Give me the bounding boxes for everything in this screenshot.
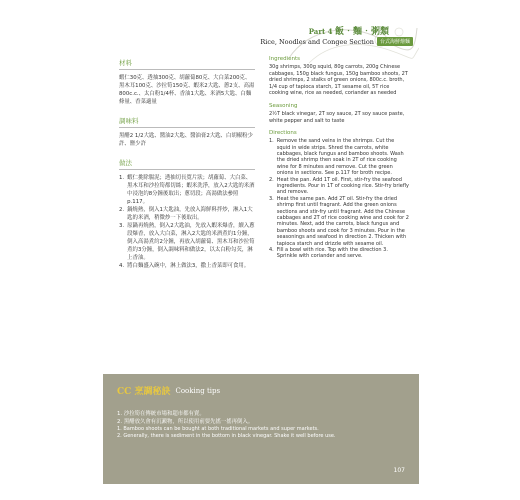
list-item <box>269 196 409 247</box>
step-text: Heat the pan. Add 1T oil. First, stir-fry the seafood ingredients. Pour in 1T of cooking rice. Stir-fry briefly and remove. <box>276 176 409 196</box>
step-text: Remove the sand veins in the shrimps. Cut the squid in wide strips. Shred the carrots, white cabbages, black fungus and bamboo shoots. Wash the dried shrimp then soak in 2T of rice cooking wine for 8 minutes and remove. Cut the green onions in sections. See p.117 for broth recipe. <box>276 138 404 177</box>
tip-en-2: 2. Generally, there is sediment in the bottom in black vinegar. Shake it well before use. <box>117 433 336 439</box>
page-number: 107 <box>393 467 405 474</box>
step-number: 4. <box>269 247 274 254</box>
recipe-name-badge: 台式海鮮燴麵 <box>377 37 413 46</box>
section-title-en: Rice, Noodles and Congee Section <box>260 37 374 46</box>
seasoning-heading-zh: 調味料 <box>119 116 255 128</box>
step-number: 3. <box>269 195 274 202</box>
step-text: 將白麵盛入碗中，淋上做法3，撒上香菜即可食用。 <box>127 263 250 269</box>
directions-heading-en: Directions <box>269 130 297 137</box>
step-text: 蝦仁挑除腸泥；透抽切長寬片狀；胡蘿蔔、大白菜、黑木耳和沙拉筍都切絲；蝦米洗淨，放入2大匙的米酒中浸泡約8分鐘後取出；蔥切段；高湯做法參照p.117。 <box>127 175 255 205</box>
ingredients-text-zh: 蝦仁30克、透抽300克、胡蘿蔔80克、大白菜200克、黑木耳100克、沙拉筍150克、蝦米2大匙、蔥2支、高湯800c.c.、太白粉1/4杯、香油1大匙、米酒5大匙、白麵條量、香菜適量 <box>119 75 255 105</box>
part-number: Part 4 <box>308 27 333 36</box>
seasoning-text-en: 2½T black vinegar, 2T soy sauce, 2T soy sauce paste, white pepper and salt to taste <box>269 110 405 124</box>
list-item <box>119 174 255 206</box>
tip-zh-2: 2. 黑醋放久會有沉澱物，所以使用前要先搖一搖再倒入。 <box>117 419 254 425</box>
chinese-column <box>119 58 255 270</box>
step-number: 1. <box>269 138 274 145</box>
step-number: 2. <box>119 207 125 213</box>
step-number: 4. <box>119 263 125 269</box>
step-text: Fill a bowl with rice. Top with the direction 3. Sprinkle with coriander and serve. <box>276 247 388 260</box>
list-item <box>269 177 409 196</box>
list-item <box>119 206 255 222</box>
section-subtitle <box>260 37 413 46</box>
seasoning-text-zh: 黑醋2 1/2大匙、醬油2大匙、醬油膏2大匙、白胡椒粉少許、鹽少許 <box>119 133 253 147</box>
step-number: 1. <box>119 175 125 181</box>
cooking-tips-panel <box>103 374 419 484</box>
directions-list-en <box>269 138 409 260</box>
tip-zh-1: 1. 沙拉筍在傳統市場和超市都有賣。 <box>117 411 205 417</box>
ingredients-text-en: 30g shrimps, 300g squid, 80g carrots, 200g Chinese cabbages, 150g black fungus, 150g bamboo shoots, 2T dried shrimps, 2 stalks of green onions, 800c.c. broth, 1/4 cup of tapioca starch, 1T sesame oil, 5T rice cooking wine, rice as needed, coriander as needed <box>269 64 408 97</box>
tip-en-1: 1. Bamboo shoots can be bought at both traditional markets and super markets. <box>117 426 319 432</box>
tips-logo: CC 烹調秘訣 <box>117 387 171 397</box>
directions-heading-zh: 做法 <box>119 158 255 170</box>
seasoning-heading-en: Seasoning <box>269 102 298 109</box>
directions-list-zh <box>119 174 255 270</box>
step-number: 3. <box>119 223 125 229</box>
list-item <box>119 222 255 262</box>
tips-title-en: Cooking tips <box>175 386 221 395</box>
part-label <box>309 24 389 37</box>
step-number: 2. <box>269 176 274 183</box>
step-text: 原鍋再燒熱，倒入2大匙油，先放入蝦米爆香，續入蔥段爆香，放入大白菜，淋入2大匙的米酒煮約1分鐘，倒入高湯煮約2分鐘，再放入胡蘿蔔、黑木耳和沙拉筍煮約3分鐘，倒入調味料和做法2，以太白粉勾芡，淋上香油。 <box>127 223 255 261</box>
ingredients-heading-zh: 材料 <box>119 58 255 70</box>
list-item <box>269 138 409 176</box>
list-item <box>119 262 255 270</box>
tips-body <box>117 410 407 440</box>
list-item <box>269 247 409 260</box>
tips-header <box>117 384 220 397</box>
step-text: Heat the same pan. Add 2T oil. Stir-fry the dried shrimp first until fragrant. Add the green onions sections and stir-fry until fragrant. Add the Chinese cabbages and 2T of rice cooking wine and cook for 2 minutes. Next, add the carrots, black fungus and bamboo shoots and cook for 3 minutes. Pour in the seasonings and seafood in direction 2. Thicken with tapioca starch and drizzle with sesame oil. <box>276 195 409 247</box>
english-column <box>269 56 409 260</box>
part-title: 飯‧麵‧粥類 <box>334 27 389 37</box>
ingredients-heading-en: Ingredients <box>269 56 301 62</box>
step-text: 鍋燒熱，倒入1大匙油，先放入海鮮料拌炒，淋入1大匙的米酒，稍微炒一下後取出。 <box>127 207 253 221</box>
